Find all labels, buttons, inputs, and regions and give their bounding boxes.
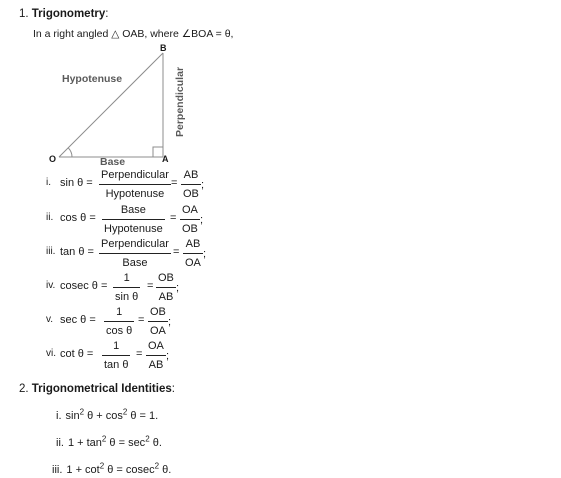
section-2-suffix: : [171,383,175,395]
ratio-denominator: Hypotenuse [104,223,163,235]
ratio-denominator: Hypotenuse [105,188,165,200]
side-denominator: OB [183,188,199,200]
ratio-numerator: 1 [113,340,120,352]
hypotenuse-label: Hypotenuse [62,73,123,85]
ratio-fraction-sides [183,238,203,270]
side-numerator: AB [183,169,199,181]
equals-sign: = [171,177,178,189]
ratio-denominator: sin θ [115,291,139,303]
ratio-function: cos θ = [60,212,96,224]
ratio-denominator: Base [122,257,148,269]
equals-sign: = [136,348,143,360]
section-2-title: Trigonometrical Identities [31,383,172,395]
identity-exponent: 2 [154,461,160,471]
identity-part: θ = sec [106,437,146,449]
identity-row [56,434,162,449]
hypotenuse-line [59,53,163,157]
ratio-numerator: Perpendicular [101,238,169,250]
ratio-roman: v. [46,314,54,325]
identity-roman: i. [56,410,62,422]
ratio-fraction-words [113,272,140,304]
section-2-heading [19,383,175,395]
ratio-numerator: Base [120,204,146,216]
fraction-bar [146,355,166,356]
equals-sign: = [173,246,180,258]
section-2-number: 2. [19,383,29,395]
side-denominator: OA [185,257,201,269]
side-denominator: OB [182,223,198,235]
fraction-bar [99,253,171,254]
side-numerator: OB [150,306,166,318]
angle-theta-arc [68,148,72,157]
ratio-terminator: ; [168,316,172,328]
section-1-number: 1. [19,8,29,20]
identity-exponent: 2 [122,407,128,417]
identity-part: θ. [159,464,172,476]
intro-text: In a right angled △ OAB, where ∠BOA = θ, [33,28,234,40]
fraction-bar [181,184,201,185]
ratio-terminator: ; [200,214,204,226]
ratio-roman: iv. [46,280,56,291]
identity-exponent: 2 [101,434,107,444]
ratio-function: sec θ = [60,314,96,326]
ratio-fraction-words [102,340,130,372]
ratio-fraction-sides [148,306,168,338]
ratio-terminator: ; [201,179,205,191]
ratio-function: sin θ = [60,177,93,189]
ratio-function: tan θ = [60,246,94,258]
identity-roman: iii. [52,464,63,476]
ratio-numerator: 1 [123,272,130,284]
identity-exponent: 2 [99,461,105,471]
fraction-bar [183,253,203,254]
ratio-roman: i. [46,177,51,188]
fraction-bar [102,219,165,220]
fraction-bar [148,321,168,322]
fraction-bar [180,219,200,220]
ratio-function: cot θ = [60,348,94,360]
identity-part: θ = 1. [127,410,159,422]
section-1-title: Trigonometry [31,8,106,20]
side-numerator: OA [182,204,198,216]
identity-exponent: 2 [79,407,85,417]
ratio-denominator: tan θ [104,359,129,371]
side-denominator: AB [158,291,174,303]
ratio-denominator: cos θ [106,325,133,337]
identity-part: sin [65,410,80,422]
ratio-fraction-words [102,204,165,236]
identity-part: θ + cos [84,410,123,422]
base-label: Base [100,156,126,168]
vertex-a-label: A [162,154,169,164]
fraction-bar [99,184,171,185]
ratio-roman: iii. [46,246,56,257]
perpendicular-label: Perpendicular [174,66,186,137]
ratio-fraction-words [99,238,171,270]
ratio-terminator: ; [203,248,207,260]
fraction-bar [104,321,134,322]
identity-part: θ. [149,437,162,449]
fraction-bar [156,287,176,288]
ratio-numerator: 1 [116,306,123,318]
side-denominator: AB [148,359,164,371]
ratio-fraction-sides [181,169,201,201]
equals-sign: = [138,314,145,326]
identity-row [52,461,172,476]
equals-sign: = [170,212,177,224]
identity-exponent: 2 [145,434,150,444]
side-denominator: OA [150,325,166,337]
ratio-terminator: ; [166,350,170,362]
ratio-fraction-sides [156,272,176,304]
ratio-fraction-words [104,306,134,338]
ratio-terminator: ; [176,282,180,294]
equals-sign: = [147,280,154,292]
fraction-bar [102,355,130,356]
ratio-function: cosec θ = [60,280,108,292]
identity-roman: ii. [56,437,64,449]
ratio-fraction-sides [180,204,200,236]
side-numerator: OA [148,340,164,352]
ratio-roman: ii. [46,212,54,223]
vertex-o-label: O [49,154,57,164]
side-numerator: OB [158,272,174,284]
identity-row [56,407,159,422]
section-1-suffix: : [105,8,109,20]
vertex-b-label: B [160,43,167,53]
ratio-roman: vi. [46,348,56,359]
identity-part: 1 + cot [66,464,100,476]
ratio-numerator: Perpendicular [101,169,169,181]
side-numerator: AB [185,238,201,250]
identity-part: θ = cosec [104,464,155,476]
identity-part: 1 + tan [67,437,102,449]
ratio-fraction-sides [146,340,166,372]
fraction-bar [113,287,140,288]
ratio-fraction-words [99,169,171,201]
